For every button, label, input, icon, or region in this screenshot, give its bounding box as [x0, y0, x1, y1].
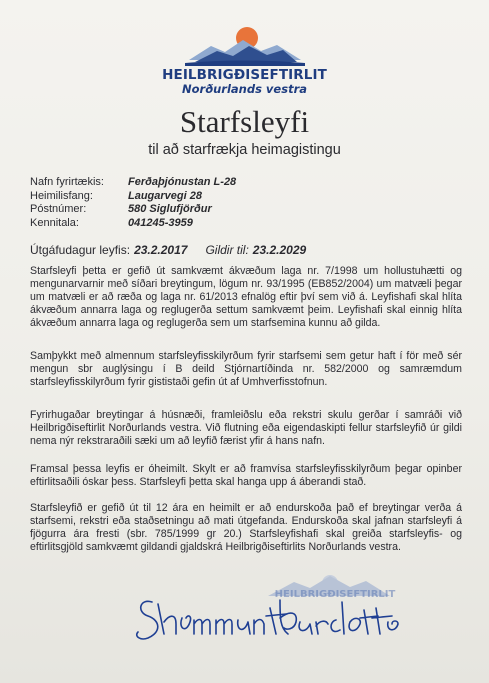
document-subtitle: til að starfrækja heimagistingu	[148, 142, 341, 158]
paragraph-transfer: Framsal þessa leyfis er óheimilt. Skylt er að framvísa starfsleyfisskilyrðum þegar opinber eftirlitsaðili óskar þess. Starfsleyfi þetta skal hanga upp á áberandi stað.	[30, 463, 462, 488]
organization-logo	[0, 24, 489, 96]
field-label: Póstnúmer:	[30, 203, 87, 215]
field-row-address	[30, 190, 236, 204]
organization-name: HEILBRIGÐISEFTIRLIT	[162, 67, 327, 83]
signature-icon	[130, 588, 420, 648]
paragraph-duration: Starfsleyfið er gefið út til 12 ára en heimilt er að endurskoða það ef breytingar verða á starfsemi, rekstri eða staðsetningu að mati útgefanda. Endurskoða skal jafnan starfsleyfi á fjögurra ára fresti (sbr. 785/1999 gr 20.) Starfsleyfishafi skal greiða starfsleyfis- og eftirlitsgjöld samkvæmt gildandi gjaldskrá Heilbrigðiseftirlits Norðurlands vestra.	[30, 502, 462, 553]
field-value-id-number: 041245-3959	[128, 216, 193, 229]
field-value-company: Ferðaþjónustan L-28	[128, 176, 237, 188]
valid-until-label: Gildir til:	[205, 243, 249, 257]
field-label: Kennitala:	[30, 216, 79, 229]
field-label: Nafn fyrirtækis:	[30, 176, 104, 188]
issued-date-value: 23.2.2017	[134, 243, 188, 257]
field-row-company	[30, 176, 236, 190]
valid-until-value: 23.2.2029	[252, 243, 307, 257]
organization-region: Norðurlands vestra	[182, 82, 307, 96]
mountain-sun-icon	[185, 24, 305, 66]
field-row-postcode	[30, 203, 236, 217]
paragraph-changes: Fyrirhugaðar breytingar á húsnæði, framleiðslu eða rekstri skulu gerðar í samráði við Heilbrigðiseftirlit Norðurlands vestra. Við flutning eða eigendaskipti fellur starfsleyfið úr gildi nema nýr rekstraraðili sæki um að leyfið færist yfir á hans nafn.	[30, 409, 462, 447]
license-holder-fields	[30, 176, 236, 230]
stamp-text: HEILBRIGÐISEFTIRLIT	[274, 589, 396, 600]
field-row-id-number	[30, 217, 236, 231]
validity-dates	[30, 243, 306, 257]
field-value-postcode: 580 Siglufjörður	[128, 203, 212, 215]
document-title: Starfsleyfi	[179, 104, 310, 139]
paragraph-conditions: Samþykkt með almennum starfsleyfisskilyrðum fyrir starfsemi sem getur haft í för með sér mengun sbr auglýsingu í B deild Stjórnartíðinda nr. 582/2000 og samræmdum starfsleyfisskilyrðum fyrir gististaði gefin út af Umhverfisstofnun.	[30, 350, 462, 388]
issued-date-label: Útgáfudagur leyfis:	[30, 243, 131, 257]
field-value-address: Laugarvegi 28	[128, 189, 202, 202]
field-label: Heimilisfang:	[30, 189, 93, 202]
paragraph-legal-basis: Starfsleyfi þetta er gefið út samkvæmt ákvæðum laga nr. 7/1998 um hollustuhætti og mengunarvarnir með síðari breytingum, lögum nr. 93/1995 (EB852/2004) um matvæli þegar um matvæli er að ræða og laga nr. 61/2013 efnalög eftir því sem við á. Leyfishafi skal hlíta ákvæðum annarra laga og reglugerða settum samkvæmt þeim. Leyfishafi skal einnig hlíta ákvæðum annarra laga og reglugerða sem um starfsemina kunnu að gilda.	[30, 265, 462, 329]
